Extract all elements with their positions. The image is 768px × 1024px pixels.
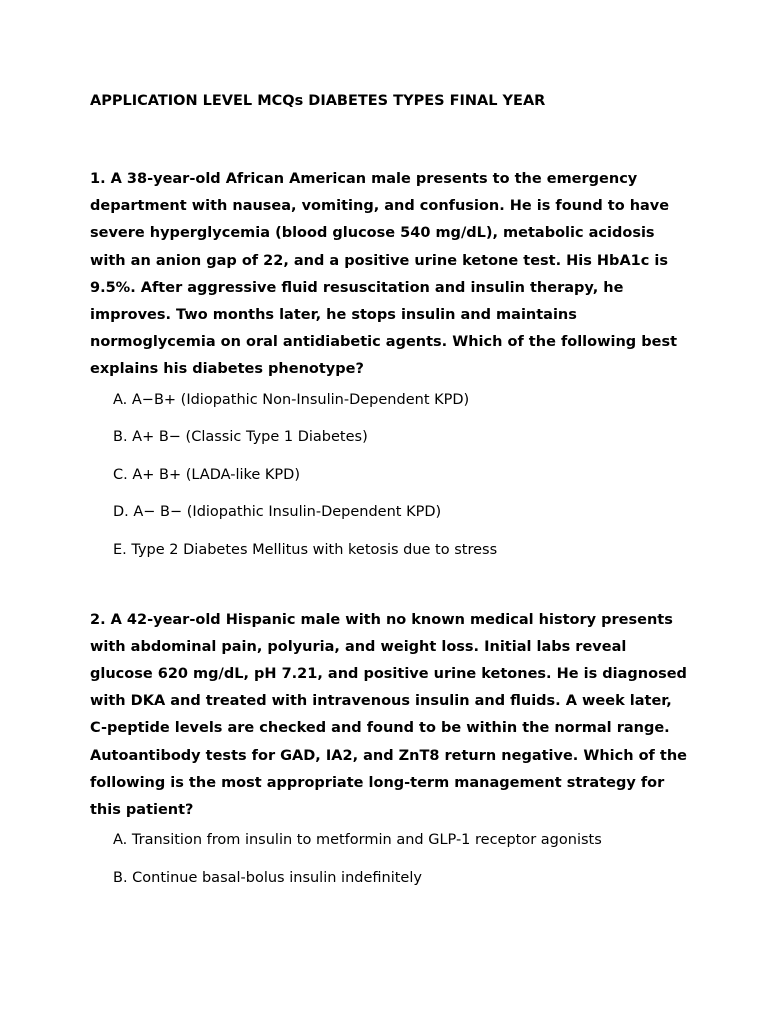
question-2-option-b: B. Continue basal-bolus insulin indefinitely (113, 869, 422, 886)
question-1-option-e: E. Type 2 Diabetes Mellitus with ketosis due to stress (113, 541, 498, 558)
question-1 (90, 166, 690, 560)
question-2-options (90, 830, 690, 888)
question-2-option-a: A. Transition from insulin to metformin and GLP-1 receptor agonists (113, 832, 602, 849)
question-1-options (90, 390, 690, 560)
question-1-option-c: C. A+ B+ (LADA-like KPD) (113, 466, 300, 483)
question-1-stem: 1. A 38-year-old African American male presents to the emergency department with nausea, vomiting, and confusion. He is found to have severe hyperglycemia (blood glucose 540 mg/dL), metabolic acidosis with an anion gap of 22, and a positive urine ketone test. His HbA1c is 9.5%. After aggressive fluid resuscitation and insulin therapy, he improves. Two months later, he stops insulin and maintains normoglycemia on oral antidiabetic agents. Which of the following best explains his diabetes phenotype? (90, 171, 678, 378)
question-1-option-b: B. A+ B− (Classic Type 1 Diabetes) (113, 429, 368, 446)
document-page (90, 91, 690, 888)
question-2-stem: 2. A 42-year-old Hispanic male with no known medical history presents with abdominal pain, polyuria, and weight loss. Initial labs reveal glucose 620 mg/dL, pH 7.21, and positive urine ketones. He is diagnosed with DKA and treated with intravenous insulin and fluids. A week later, C-peptide levels are checked and found to be within the normal range. Autoantibody tests for GAD, IA2, and ZnT8 return negative. Which of the following is the most appropriate long-term management strategy for this patient? (90, 611, 688, 819)
document-title: APPLICATION LEVEL MCQs DIABETES TYPES FINAL YEAR (90, 93, 546, 109)
question-1-option-d: D. A− B− (Idiopathic Insulin-Dependent KPD) (113, 504, 442, 521)
question-1-option-a: A. A−B+ (Idiopathic Non-Insulin-Dependent KPD) (113, 391, 470, 408)
question-2 (90, 607, 690, 888)
